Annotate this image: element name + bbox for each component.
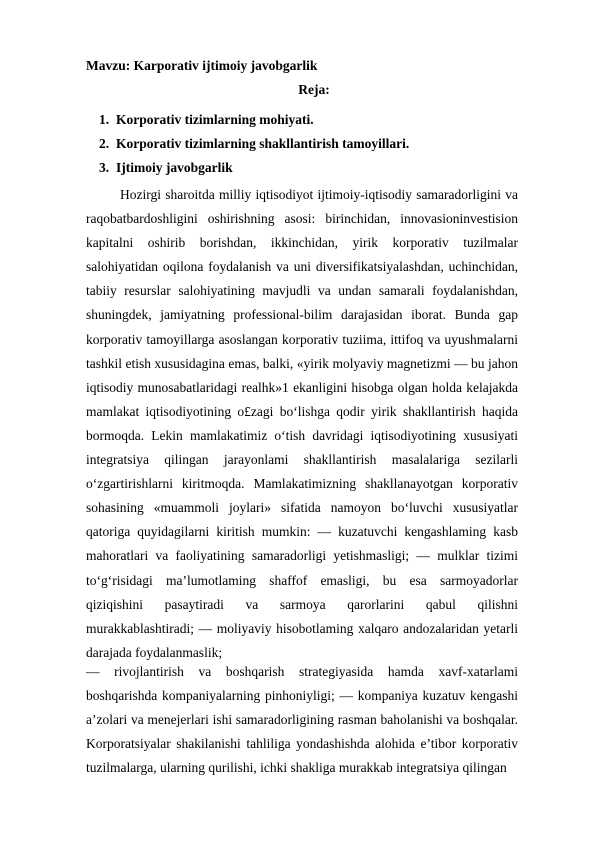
topic-heading: Mavzu: Karporativ ijtimoiy javobgarlik: [86, 58, 318, 73]
plan-item-text: Ijtimoiy javobgarlik: [116, 160, 233, 175]
plan-title: Reja:: [298, 82, 330, 97]
plan-list: [99, 108, 409, 180]
plan-item-text: Korporativ tizimlarning mohiyati.: [116, 112, 314, 127]
plan-item: [99, 132, 409, 156]
plan-item-number: 2.: [99, 136, 110, 151]
plan-item-number: 1.: [99, 112, 110, 127]
plan-item-number: 3.: [99, 160, 110, 175]
body-paragraph: Hozirgi sharoitda milliy iqtisodiyot ijtimoiy-iqtisodiy samaradorligini va raqobatbardoshligini oshirishning asosi: birinchidan, innovasioninvestision kapitalni oshirib borishdan, ikkinchidan, yirik korporativ tuzilmalar salohiyatidan oqilona foydalanish va uni diversifikatsiyalashdan, uchinchidan, tabiiy resurslar salohiyatining mavjudli va undan samarali foydalanishdan, shuningdek, jamiyatning professional-bilim darajasidan iborat. Bunda gap korporativ tamoyillarga asoslangan korporativ tuziima, ittifoq va uyushmalarni tashkil etish xususidagina emas, balki, «yirik molyaviy magnetizmi — bu jahon iqtisodiy munosabatlaridagi realhk»1 ekanligini hisobga olgan holda kelajakda mamlakat iqtisodiyotining o£zagi bo‘lishga qodir yirik shakllantirish haqida bormoqda. Lekin mamlakatimiz o‘tish davridagi iqtisodiyotining xususiyati integratsiya qilingan jarayonlami shakllantirish masalalariga sezilarli o‘zgartirishlarni kiritmoqda. Mamlakatimizning shakllanayotgan korporativ sohasining «muammoli joylari» sifatida namoyon bo‘luvchi xususiyatlar qatoriga quyidagilarni kiritish mumkin: — kuzatuvchi kengashlaming kasb mahoratlari va faoliyatining samaradorligi yetishmasligi; — mulklar tizimi to‘g‘risidagi ma’lumotlaming shaffof emasligi, bu esa sarmoyadorlar qiziqishini pasaytiradi va sarmoya qarorlarini qabul qilishni murakkablashtiradi; — moliyaviy hisobotlaming xalqaro andozalaridan yetarli darajada foydalanmaslik;: [86, 187, 518, 660]
plan-item: [99, 156, 409, 180]
body-paragraph: — rivojlantirish va boshqarish strategiyasida hamda xavf-xatarlami boshqarishda kompaniyalarning pinhoniyligi; — kompaniya kuzatuv kengashi a’zolari va menejerlari ishi samaradorligining rasman baholanishi va boshqalar. Korporatsiyalar shakilanishi tahliliga yondashishda alohida e’tibor korporativ tuzilmalarga, ularning qurilishi, ichki shakliga murakkab integratsiya qilingan: [86, 664, 518, 776]
plan-item: [99, 108, 409, 132]
plan-item-text: Korporativ tizimlarning shakllantirish tamoyillari.: [116, 136, 410, 151]
